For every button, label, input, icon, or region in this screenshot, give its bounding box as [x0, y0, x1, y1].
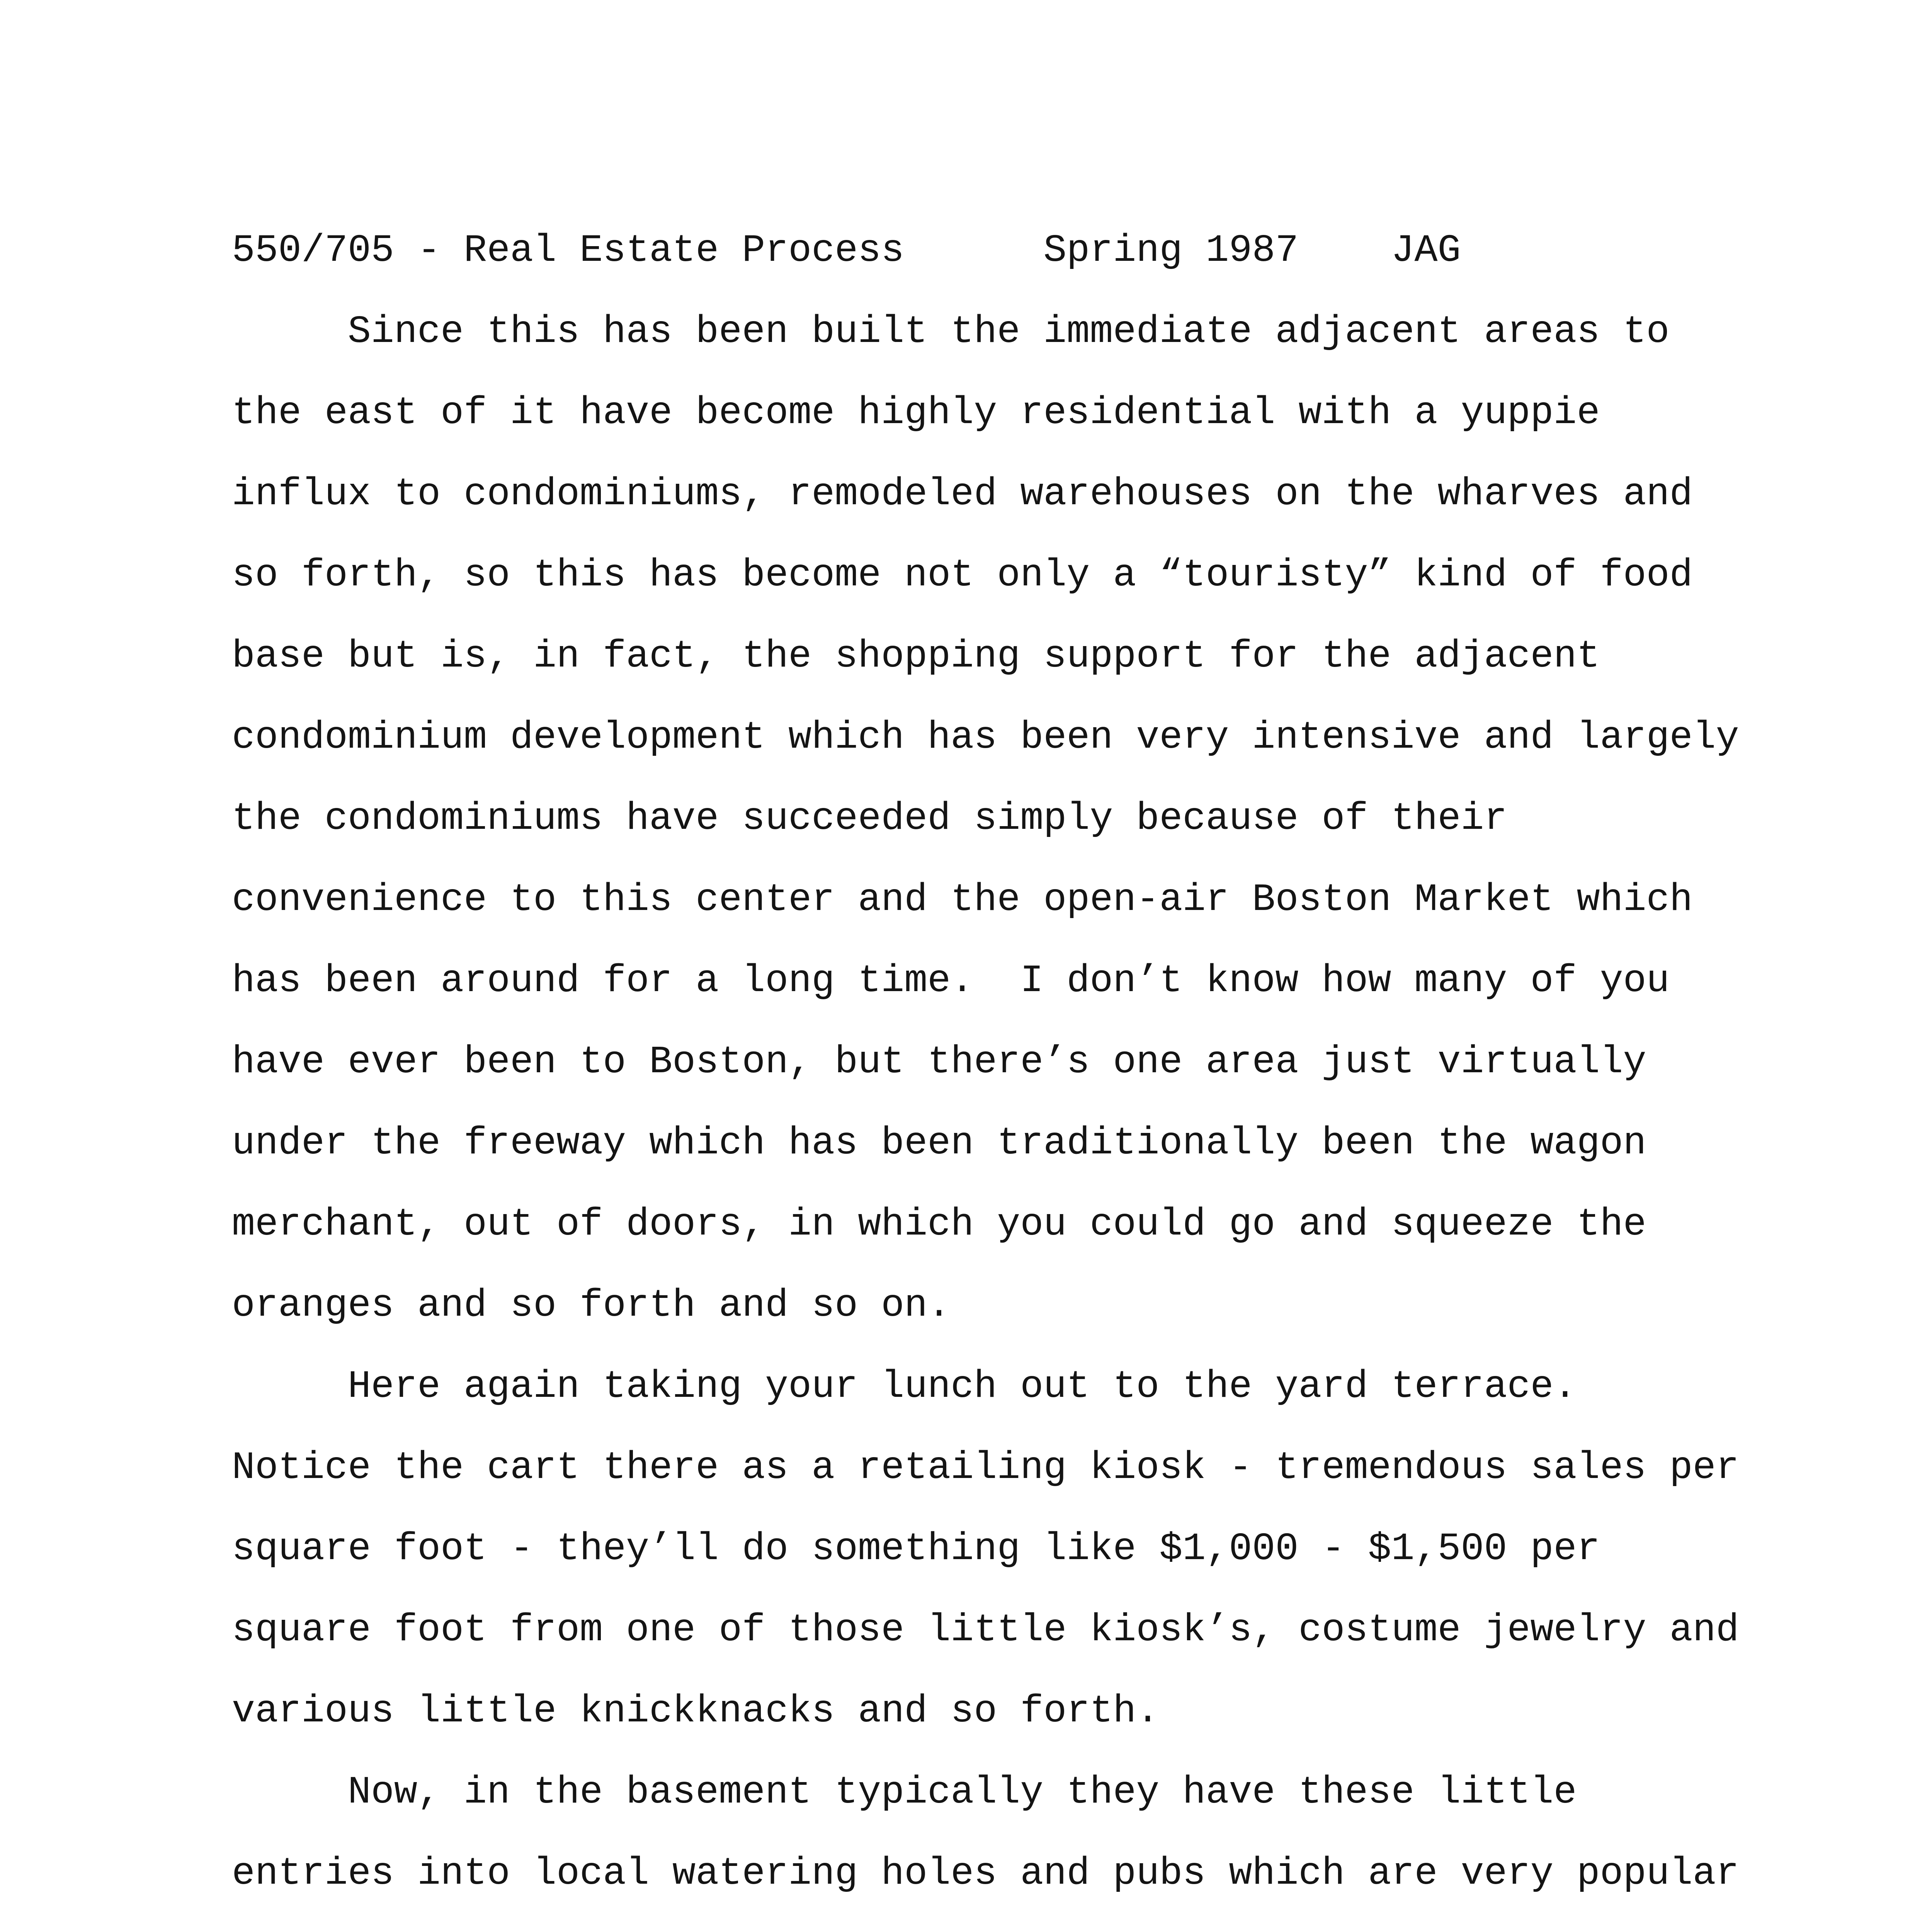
text-line: convenience to this center and the open-air Boston Market which — [232, 878, 1693, 922]
text-line: the condominiums have succeeded simply because of their — [232, 797, 1507, 841]
text-line: the east of it have become highly residential with a yuppie — [232, 391, 1600, 435]
text-line: oranges and so forth and so on. — [232, 1284, 951, 1328]
text-line: Notice the cart there as a retailing kiosk - tremendous sales per — [232, 1446, 1739, 1490]
text-line: Here again taking your lunch out to the yard terrace. — [348, 1365, 1577, 1409]
text-line: entries into local watering holes and pubs which are very popular — [232, 1852, 1739, 1896]
text-line: under the freeway which has been traditionally been the wagon — [232, 1122, 1646, 1165]
text-line: square foot - they’ll do something like $1,000 - $1,500 per — [232, 1527, 1600, 1571]
text-line: has been around for a long time. I don’t know how many of you — [232, 959, 1670, 1003]
text-line: base but is, in fact, the shopping support for the adjacent — [232, 635, 1600, 679]
text-line: condominium development which has been very intensive and largely — [232, 716, 1739, 760]
text-line: square foot from one of those little kiosk’s, costume jewelry and — [232, 1609, 1739, 1652]
text-line: influx to condominiums, remodeled warehouses on the wharves and — [232, 473, 1693, 516]
text-line: various little knickknacks and so forth. — [232, 1690, 1160, 1733]
transcript-body — [232, 309, 1777, 1932]
text-line: Since this has been built the immediate adjacent areas to — [348, 310, 1670, 354]
page-header: 550/705 - Real Estate Process Spring 1987 JAG — [232, 229, 1461, 273]
text-line: so forth, so this has become not only a “touristy” kind of food — [232, 554, 1693, 597]
text-line: have ever been to Boston, but there’s one area just virtually — [232, 1041, 1646, 1084]
text-line: Now, in the basement typically they have these little — [348, 1771, 1577, 1815]
text-line: merchant, out of doors, in which you could go and squeeze the — [232, 1203, 1646, 1247]
